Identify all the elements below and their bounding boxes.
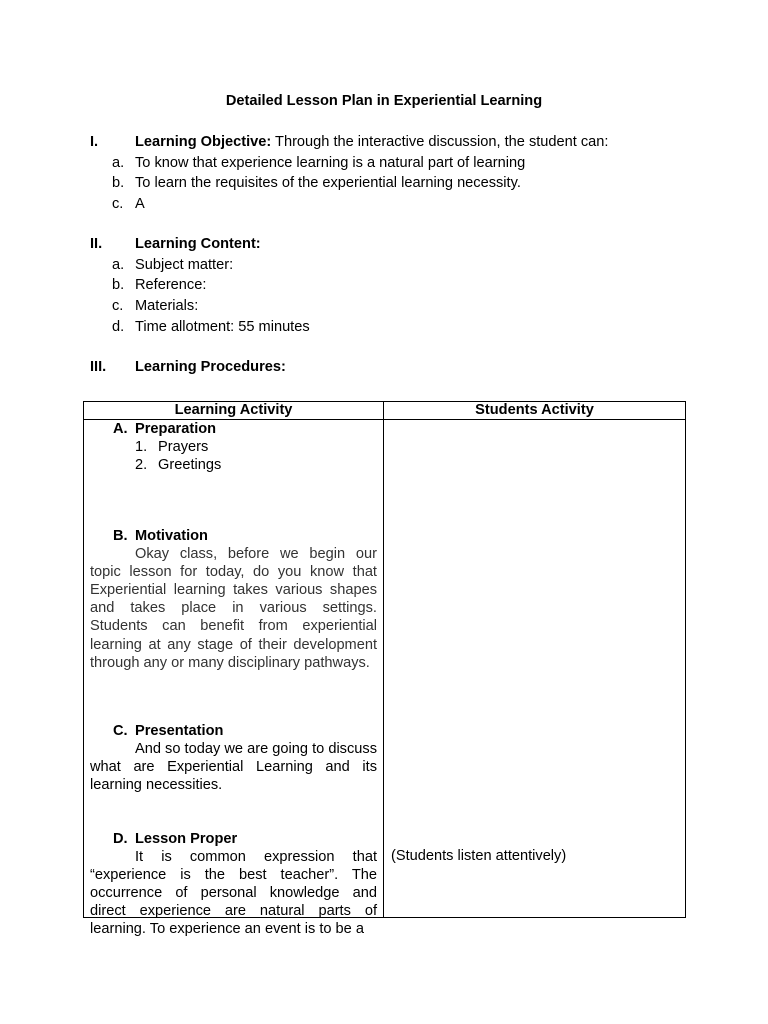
step-number: 1.: [135, 439, 148, 456]
objective-item: [112, 173, 608, 194]
item-letter: c.: [112, 298, 124, 315]
item-letter: a.: [112, 154, 125, 171]
item-letter: b.: [112, 175, 125, 192]
item-text: To know that experience learning is a natural part of learning: [135, 154, 526, 171]
section-learning-procedures: [90, 357, 286, 378]
content-item: [112, 275, 310, 296]
activity-heading: Preparation: [135, 421, 217, 437]
step-text: Prayers: [158, 439, 209, 456]
activity-preparation: [90, 420, 377, 474]
activity-letter: B.: [113, 528, 128, 544]
activity-presentation: [90, 722, 377, 794]
step-text: Greetings: [158, 457, 222, 474]
item-text: Subject matter:: [135, 256, 234, 273]
activity-heading: Presentation: [135, 723, 224, 739]
activity-letter: A.: [113, 421, 128, 437]
activity-text: It is common expression that “experience is the best teacher”. The occurrence of personal knowledge and direct experience are natural parts of learning. To experience an event is to be a: [90, 849, 377, 938]
activity-text: Okay class, before we begin our topic lesson for today, do you know that Experiential learning takes various shapes and takes place in various settings. Students can benefit from experiential learning at any stage of their development through any or many disciplinary pathways.: [90, 546, 377, 671]
content-item: [112, 255, 310, 276]
objective-item: [112, 194, 608, 215]
learning-activity-cell: [84, 420, 384, 938]
activity-text-block: [90, 545, 377, 672]
column-header-students-activity: Students Activity: [384, 402, 686, 420]
item-text: Materials:: [135, 298, 199, 315]
student-response: (Students listen attentively): [391, 848, 567, 864]
activity-motivation: [90, 527, 377, 672]
item-letter: a.: [112, 256, 125, 273]
content-item: [112, 296, 310, 317]
item-text: A: [135, 196, 145, 213]
objective-item: [112, 153, 608, 174]
list-item: [135, 456, 377, 474]
students-activity-cell: [384, 420, 686, 918]
section-learning-objective: [90, 132, 608, 215]
table-header-row: [84, 402, 686, 420]
procedures-table: [83, 401, 686, 938]
activity-heading: Motivation: [135, 528, 208, 544]
content-item: [112, 317, 310, 338]
list-item: [135, 438, 377, 456]
activity-text: And so today we are going to discuss what are Experiential Learning and its learning necessities.: [90, 741, 377, 794]
section-heading: Learning Objective:: [135, 134, 272, 150]
activity-text-block: [90, 740, 377, 794]
activity-letter: D.: [113, 831, 128, 847]
document-title: Detailed Lesson Plan in Experiential Learning: [225, 93, 543, 109]
section-heading: Learning Procedures:: [135, 359, 286, 375]
section-heading-text: Through the interactive discussion, the student can:: [271, 134, 609, 150]
activity-lesson-proper: [90, 830, 377, 939]
item-text: Reference:: [135, 277, 207, 294]
item-letter: c.: [112, 196, 124, 213]
item-letter: d.: [112, 318, 125, 335]
column-header-learning-activity: Learning Activity: [84, 402, 384, 420]
step-number: 2.: [135, 457, 148, 474]
activity-text-block: [90, 848, 377, 938]
section-learning-content: [90, 234, 310, 338]
table-row: [84, 420, 686, 918]
item-text: Time allotment: 55 minutes: [135, 318, 310, 335]
section-numeral: III.: [90, 359, 107, 375]
section-numeral: II.: [90, 236, 103, 252]
activity-letter: C.: [113, 723, 128, 739]
item-text: To learn the requisites of the experiential learning necessity.: [135, 175, 521, 192]
section-heading: Learning Content:: [135, 236, 261, 252]
item-letter: b.: [112, 277, 125, 294]
section-numeral: I.: [90, 134, 99, 150]
activity-heading: Lesson Proper: [135, 831, 238, 847]
